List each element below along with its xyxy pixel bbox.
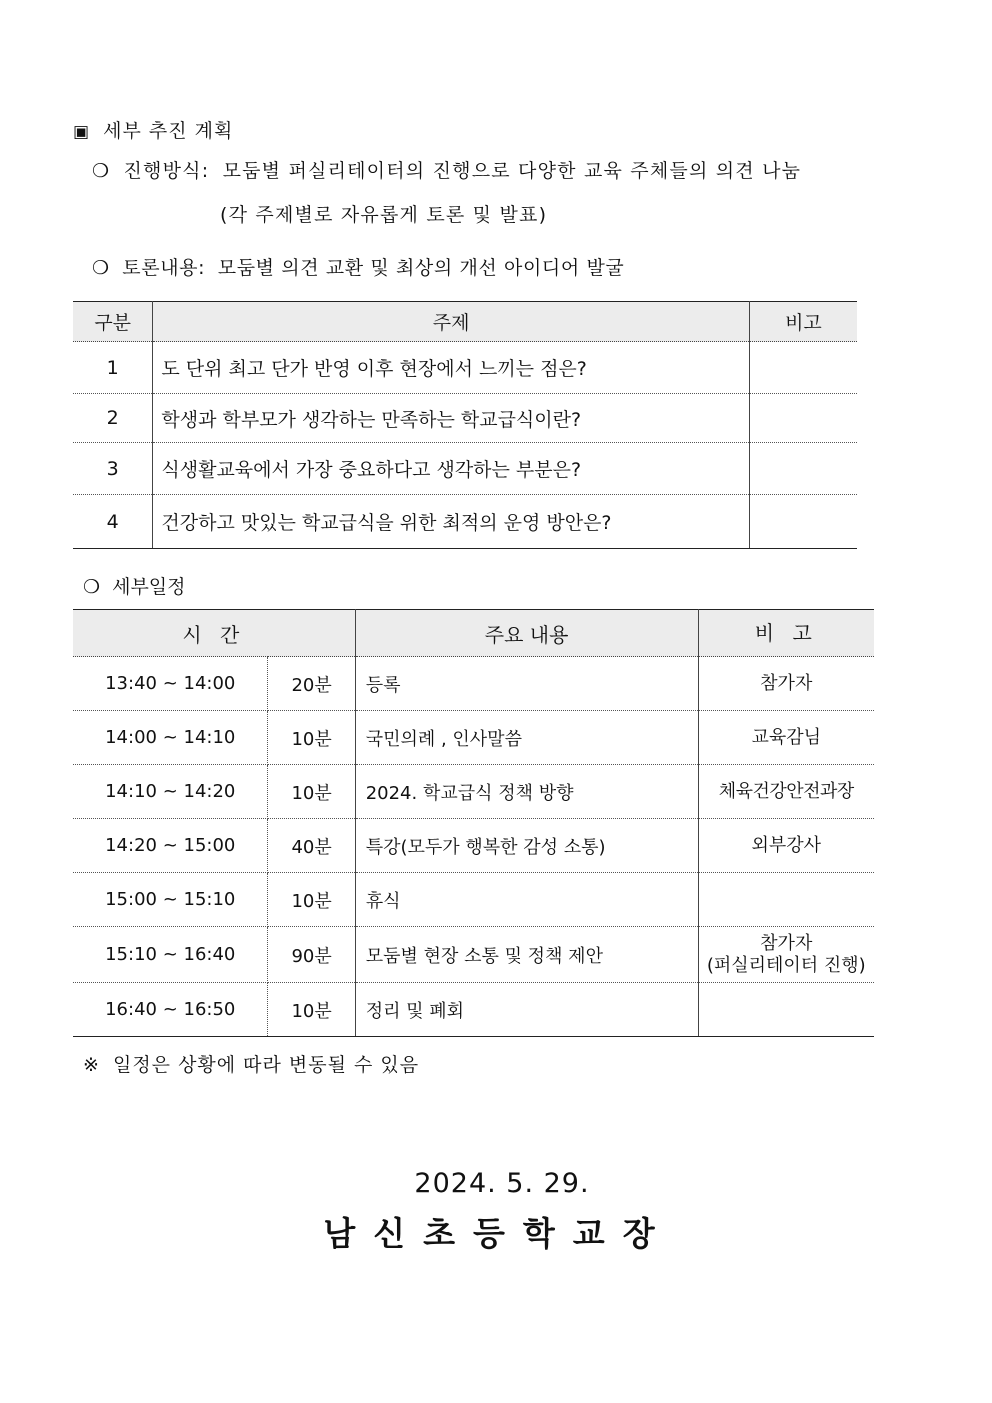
note: 참가자 — [698, 657, 874, 711]
section-heading — [73, 116, 233, 143]
table-row — [73, 765, 874, 819]
schedule-title: 세부일정 — [112, 576, 186, 598]
schedule-header-row — [73, 610, 874, 657]
document-date: 2024. 5. 29. — [414, 1168, 590, 1199]
header-topic: 주제 — [153, 302, 749, 342]
table-row — [73, 927, 874, 983]
topic-number: 4 — [73, 495, 153, 549]
discussion-label: 토론내용: — [122, 257, 206, 279]
discussion-line — [92, 253, 624, 280]
header-category: 구분 — [73, 302, 153, 342]
time-range: 14:10 ~ 14:20 — [73, 765, 268, 819]
duration: 20분 — [268, 657, 355, 711]
topic-note — [749, 443, 857, 495]
content: 모둠별 현장 소통 및 정책 제안 — [355, 927, 698, 983]
duration: 40분 — [268, 819, 355, 873]
content: 정리 및 폐회 — [355, 983, 698, 1037]
section-title: 세부 추진 계획 — [103, 120, 234, 142]
table-row — [73, 711, 874, 765]
method-line — [92, 156, 801, 183]
content: 국민의례 , 인사말씀 — [355, 711, 698, 765]
note: 체육건강안전과장 — [698, 765, 874, 819]
topic-text: 도 단위 최고 단가 반영 이후 현장에서 느끼는 점은? — [153, 342, 749, 394]
table-row — [73, 495, 857, 549]
topic-text: 학생과 학부모가 생각하는 만족하는 학교급식이란? — [153, 394, 749, 443]
topic-note — [749, 394, 857, 443]
method-text: 모둠별 퍼실리테이터의 진행으로 다양한 교육 주체들의 의견 나눔 — [222, 160, 802, 182]
content: 등록 — [355, 657, 698, 711]
topic-table-header-row — [73, 302, 857, 342]
time-range: 14:20 ~ 15:00 — [73, 819, 268, 873]
topic-text: 건강하고 맛있는 학교급식을 위한 최적의 운영 방안은? — [153, 495, 749, 549]
duration: 90분 — [268, 927, 355, 983]
time-range: 15:00 ~ 15:10 — [73, 873, 268, 927]
table-row — [73, 657, 874, 711]
table-row — [73, 873, 874, 927]
schedule-heading — [83, 572, 186, 599]
header-content: 주요 내용 — [355, 610, 698, 657]
topic-text: 식생활교육에서 가장 중요하다고 생각하는 부분은? — [153, 443, 749, 495]
discussion-text: 모둠별 의견 교환 및 최상의 개선 아이디어 발굴 — [217, 257, 625, 279]
time-range: 15:10 ~ 16:40 — [73, 927, 268, 983]
note — [698, 983, 874, 1037]
duration: 10분 — [268, 711, 355, 765]
note — [698, 873, 874, 927]
table-row — [73, 443, 857, 495]
square-bullet-icon: ▣ — [73, 122, 91, 142]
table-row — [73, 819, 874, 873]
time-range: 16:40 ~ 16:50 — [73, 983, 268, 1037]
topic-table — [73, 301, 857, 549]
time-range: 14:00 ~ 14:10 — [73, 711, 268, 765]
note: 교육감님 — [698, 711, 874, 765]
table-row — [73, 983, 874, 1037]
circle-bullet-icon: ❍ — [83, 576, 101, 598]
table-row — [73, 394, 857, 443]
content: 2024. 학교급식 정책 방향 — [355, 765, 698, 819]
topic-number: 1 — [73, 342, 153, 394]
time-range: 13:40 ~ 14:00 — [73, 657, 268, 711]
content: 특강(모두가 행복한 감성 소통) — [355, 819, 698, 873]
header-time: 시 간 — [73, 610, 355, 657]
footnote-text: 일정은 상황에 따라 변동될 수 있음 — [112, 1054, 420, 1076]
footnote — [83, 1050, 419, 1077]
issuer-name: 남신초등학교장 — [323, 1214, 673, 1253]
topic-note — [749, 495, 857, 549]
method-label: 진행방식: — [123, 160, 210, 182]
schedule-table — [73, 609, 874, 1037]
duration: 10분 — [268, 873, 355, 927]
reference-mark-icon: ※ — [83, 1054, 100, 1076]
topic-number: 2 — [73, 394, 153, 443]
duration: 10분 — [268, 765, 355, 819]
header-note: 비고 — [749, 302, 857, 342]
duration: 10분 — [268, 983, 355, 1037]
topic-number: 3 — [73, 443, 153, 495]
table-row — [73, 342, 857, 394]
method-subtext: (각 주제별로 자유롭게 토론 및 발표) — [220, 204, 548, 226]
topic-note — [749, 342, 857, 394]
header-note: 비 고 — [698, 610, 874, 657]
circle-bullet-icon: ❍ — [92, 257, 110, 279]
note: 참가자 (퍼실리테이터 진행) — [698, 927, 874, 983]
content: 휴식 — [355, 873, 698, 927]
circle-bullet-icon: ❍ — [92, 160, 111, 182]
note: 외부강사 — [698, 819, 874, 873]
